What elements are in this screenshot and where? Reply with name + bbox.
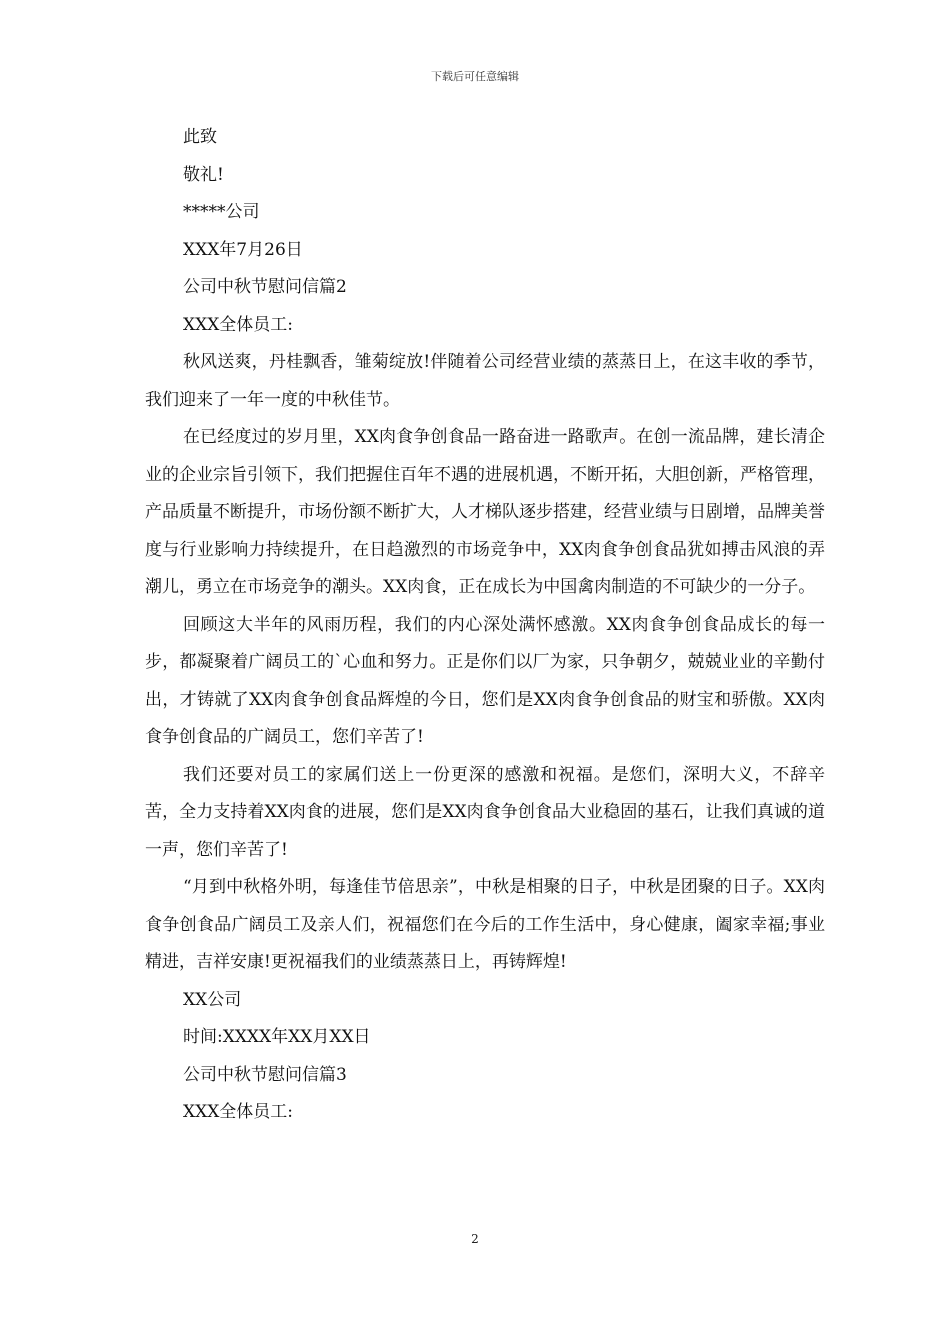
- body-paragraph: 在已经度过的岁月里，XX肉食争创食品一路奋进一路歌声。在创一流品牌，建长清企业的企业宗旨引领下，我们把握住百年不遇的进展机遇，不断开拓，大胆创新，严格管理，产品质量不断提升，市场份额不断扩大，人才梯队逐步搭建，经营业绩与日剧增，品牌美誉度与行业影响力持续提升，在日趋激烈的市场竞争中，XX肉食争创食品犹如搏击风浪的弄潮儿，勇立在市场竞争的潮头。XX肉食，正在成长为中国禽肉制造的不可缺少的一分子。: [145, 427, 825, 597]
- greeting-2: XXX全体员工:: [183, 314, 294, 335]
- page-number: 2: [471, 1232, 479, 1246]
- document-body: [145, 119, 825, 1132]
- page-header-note: 下载后可任意编辑: [431, 70, 519, 83]
- body-paragraph: 回顾这大半年的风雨历程，我们的内心深处满怀感激。XX肉食争创食品成长的每一步，都凝聚着广阔员工的`心血和努力。正是你们以厂为家，只争朝夕，兢兢业业的辛勤付出，才铸就了XX肉食争创食品辉煌的今日，您们是XX肉食争创食品的财宝和骄傲。XX肉食争创食品的广阔员工，您们辛苦了!: [145, 614, 825, 747]
- signature-date-2: 时间:XXXX年XX月XX日: [183, 1027, 371, 1047]
- section-title-3: 公司中秋节慰问信篇3: [183, 1064, 347, 1085]
- section-title-2: 公司中秋节慰问信篇2: [183, 277, 347, 297]
- signature-date: XXX年7月26日: [183, 239, 303, 260]
- closing-respect: 敬礼!: [183, 164, 224, 185]
- body-paragraph: 我们还要对员工的家属们送上一份更深的感激和祝福。是您们，深明大义，不辞辛苦，全力支持着XX肉食的进展，您们是XX肉食争创食品大业稳固的基石，让我们真诚的道一声，您们辛苦了!: [145, 764, 825, 860]
- body-paragraph: 秋风送爽，丹桂飘香，雏菊绽放!伴随着公司经营业绩的蒸蒸日上，在这丰收的季节，我们迎来了一年一度的中秋佳节。: [145, 352, 825, 410]
- greeting-3: XXX全体员工:: [183, 1102, 294, 1122]
- closing-salutation: 此致: [183, 127, 217, 147]
- body-paragraph: “月到中秋格外明，每逢佳节倍思亲”，中秋是相聚的日子，中秋是团聚的日子。XX肉食争创食品广阔员工及亲人们，祝福您们在今后的工作生活中，身心健康，阖家幸福;事业精进，吉祥安康!更祝福我们的业绩蒸蒸日上，再铸辉煌!: [145, 877, 825, 972]
- signature-company-2: XX公司: [183, 989, 242, 1010]
- signature-company: *****公司: [183, 202, 260, 222]
